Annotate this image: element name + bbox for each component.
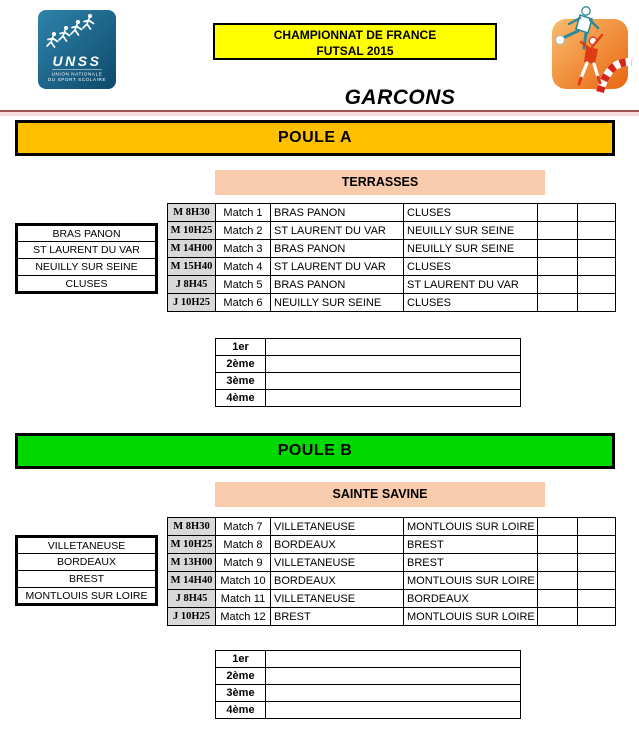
- match-home-team: VILLETANEUSE: [271, 590, 404, 608]
- ranking-row: [216, 668, 521, 685]
- pool-a-title: POULE A: [277, 129, 353, 146]
- rank-label: 4ème: [216, 702, 266, 719]
- match-row: [168, 294, 616, 312]
- match-away-score-cell: [578, 294, 616, 312]
- team-list-poule-a: [15, 223, 158, 294]
- match-home-score-cell: [538, 518, 578, 536]
- match-home-team: VILLETANEUSE: [271, 554, 404, 572]
- unss-caption-2: DU SPORT SCOLAIRE: [47, 77, 107, 82]
- unss-runners-logo: [38, 10, 116, 89]
- rank-label: 1er: [216, 339, 266, 356]
- match-time: M 14H40: [168, 572, 216, 590]
- rank-label: 3ème: [216, 373, 266, 390]
- match-home-score-cell: [538, 590, 578, 608]
- team-name: CLUSES: [17, 276, 157, 293]
- rank-team-cell: [266, 390, 521, 407]
- match-label: Match 3: [216, 240, 271, 258]
- match-away-score-cell: [578, 204, 616, 222]
- match-time: M 13H00: [168, 554, 216, 572]
- match-time: M 10H25: [168, 536, 216, 554]
- team-name: VILLETANEUSE: [47, 539, 126, 552]
- match-away-score-cell: [578, 240, 616, 258]
- team-name: MONTLOUIS SUR LOIRE: [17, 588, 157, 605]
- match-away-team: BREST: [404, 536, 538, 554]
- venue-header-poule-b: [215, 482, 545, 507]
- match-away-team: BORDEAUX: [404, 590, 538, 608]
- match-away-score-cell: [578, 590, 616, 608]
- match-home-team: BORDEAUX: [271, 572, 404, 590]
- match-time: J 10H25: [168, 608, 216, 626]
- match-home-team: NEUILLY SUR SEINE: [271, 294, 404, 312]
- match-home-score-cell: [538, 276, 578, 294]
- match-time: M 8H30: [168, 518, 216, 536]
- category-title: GARCONS: [344, 86, 456, 109]
- match-row: [168, 590, 616, 608]
- team-name: NEUILLY SUR SEINE: [17, 259, 157, 276]
- rank-team-cell: [266, 356, 521, 373]
- match-away-team: NEUILLY SUR SEINE: [404, 222, 538, 240]
- match-home-score-cell: [538, 204, 578, 222]
- team-list-poule-b: [15, 535, 158, 606]
- team-row: [17, 225, 157, 242]
- match-home-score-cell: [538, 240, 578, 258]
- match-row: [168, 204, 616, 222]
- rank-team-cell: [266, 373, 521, 390]
- match-label: Match 7: [216, 518, 271, 536]
- match-away-score-cell: [578, 608, 616, 626]
- ranking-row: [216, 390, 521, 407]
- match-label: Match 1: [216, 204, 271, 222]
- match-time: M 10H25: [168, 222, 216, 240]
- match-away-team: MONTLOUIS SUR LOIRE: [404, 608, 538, 626]
- match-row: [168, 222, 616, 240]
- rank-label: 2ème: [216, 356, 266, 373]
- match-time: M 14H00: [168, 240, 216, 258]
- ranking-row: [216, 373, 521, 390]
- match-home-score-cell: [538, 258, 578, 276]
- rank-label: 1er: [216, 651, 266, 668]
- competition-title-line2: FUTSAL 2015: [316, 43, 394, 58]
- venue-name: SAINTE SAVINE: [332, 487, 428, 501]
- ranking-row: [216, 651, 521, 668]
- ranking-row: [216, 339, 521, 356]
- pool-b-banner: [15, 433, 615, 469]
- ranking-row: [216, 685, 521, 702]
- team-name: BORDEAUX: [17, 554, 157, 571]
- match-home-score-cell: [538, 554, 578, 572]
- match-row: [168, 536, 616, 554]
- match-time: J 8H45: [168, 590, 216, 608]
- match-away-team: ST LAURENT DU VAR: [404, 276, 538, 294]
- match-time: J 10H25: [168, 294, 216, 312]
- match-time: J 8H45: [168, 276, 216, 294]
- match-away-score-cell: [578, 258, 616, 276]
- venue-name: TERRASSES: [341, 175, 419, 189]
- rank-label: 3ème: [216, 685, 266, 702]
- match-away-score-cell: [578, 572, 616, 590]
- match-away-score-cell: [578, 222, 616, 240]
- ranking-row: [216, 702, 521, 719]
- match-label: Match 11: [216, 590, 271, 608]
- pool-b-title: POULE B: [277, 442, 353, 459]
- divider-line-shadow: [0, 112, 639, 116]
- rank-label: 4ème: [216, 390, 266, 407]
- match-row: [168, 608, 616, 626]
- match-away-team: MONTLOUIS SUR LOIRE: [404, 572, 538, 590]
- match-home-team: BREST: [271, 608, 404, 626]
- match-label: Match 6: [216, 294, 271, 312]
- match-label: Match 4: [216, 258, 271, 276]
- unss-logo: [38, 10, 116, 94]
- match-away-team: CLUSES: [404, 258, 538, 276]
- match-away-score-cell: [578, 518, 616, 536]
- match-row: [168, 554, 616, 572]
- unss-caption-1: UNION NATIONALE: [51, 71, 103, 77]
- team-row: [17, 259, 157, 276]
- match-home-score-cell: [538, 222, 578, 240]
- pool-a-banner: [15, 120, 615, 156]
- rank-team-cell: [266, 668, 521, 685]
- match-home-team: ST LAURENT DU VAR: [271, 258, 404, 276]
- team-name: ST LAURENT DU VAR: [17, 242, 157, 259]
- match-label: Match 9: [216, 554, 271, 572]
- rank-team-cell: [266, 702, 521, 719]
- match-time: M 15H40: [168, 258, 216, 276]
- match-home-score-cell: [538, 572, 578, 590]
- match-home-team: BRAS PANON: [271, 276, 404, 294]
- match-home-score-cell: [538, 294, 578, 312]
- competition-title-banner: [213, 23, 497, 60]
- team-row: [17, 571, 157, 588]
- match-away-team: MONTLOUIS SUR LOIRE: [404, 518, 538, 536]
- match-away-score-cell: [578, 554, 616, 572]
- match-home-team: VILLETANEUSE: [271, 518, 404, 536]
- match-label: Match 2: [216, 222, 271, 240]
- match-away-team: CLUSES: [404, 294, 538, 312]
- match-home-score-cell: [538, 608, 578, 626]
- match-table-poule-b: [167, 517, 616, 626]
- match-away-score-cell: [578, 536, 616, 554]
- futsal-event-icon: [540, 4, 635, 99]
- ranking-table-poule-a: [215, 338, 521, 407]
- team-row: [17, 276, 157, 293]
- match-away-team: CLUSES: [404, 204, 538, 222]
- team-row: [17, 242, 157, 259]
- competition-title-line1: CHAMPIONNAT DE FRANCE: [273, 28, 437, 42]
- match-home-team: BRAS PANON: [271, 204, 404, 222]
- match-row: [168, 258, 616, 276]
- team-row: [17, 554, 157, 571]
- team-name: BREST: [17, 571, 157, 588]
- unss-acronym: UNSS: [52, 53, 102, 69]
- match-label: Match 8: [216, 536, 271, 554]
- match-row: [168, 240, 616, 258]
- rank-label: 2ème: [216, 668, 266, 685]
- match-row: [168, 518, 616, 536]
- venue-header-poule-a: [215, 170, 545, 195]
- rank-team-cell: [266, 339, 521, 356]
- match-row: [168, 572, 616, 590]
- match-home-team: ST LAURENT DU VAR: [271, 222, 404, 240]
- match-label: Match 5: [216, 276, 271, 294]
- futsal-players-icon: [540, 4, 635, 94]
- match-row: [168, 276, 616, 294]
- team-name: BRAS PANON: [52, 227, 121, 240]
- match-home-team: BRAS PANON: [271, 240, 404, 258]
- rank-team-cell: [266, 685, 521, 702]
- rank-team-cell: [266, 651, 521, 668]
- match-label: Match 10: [216, 572, 271, 590]
- match-time: M 8H30: [168, 204, 216, 222]
- match-table-poule-a: [167, 203, 616, 312]
- match-away-score-cell: [578, 276, 616, 294]
- match-away-team: NEUILLY SUR SEINE: [404, 240, 538, 258]
- ranking-table-poule-b: [215, 650, 521, 719]
- match-away-team: BREST: [404, 554, 538, 572]
- match-label: Match 12: [216, 608, 271, 626]
- match-home-team: BORDEAUX: [271, 536, 404, 554]
- match-home-score-cell: [538, 536, 578, 554]
- team-row: [17, 588, 157, 605]
- ranking-row: [216, 356, 521, 373]
- team-row: [17, 537, 157, 554]
